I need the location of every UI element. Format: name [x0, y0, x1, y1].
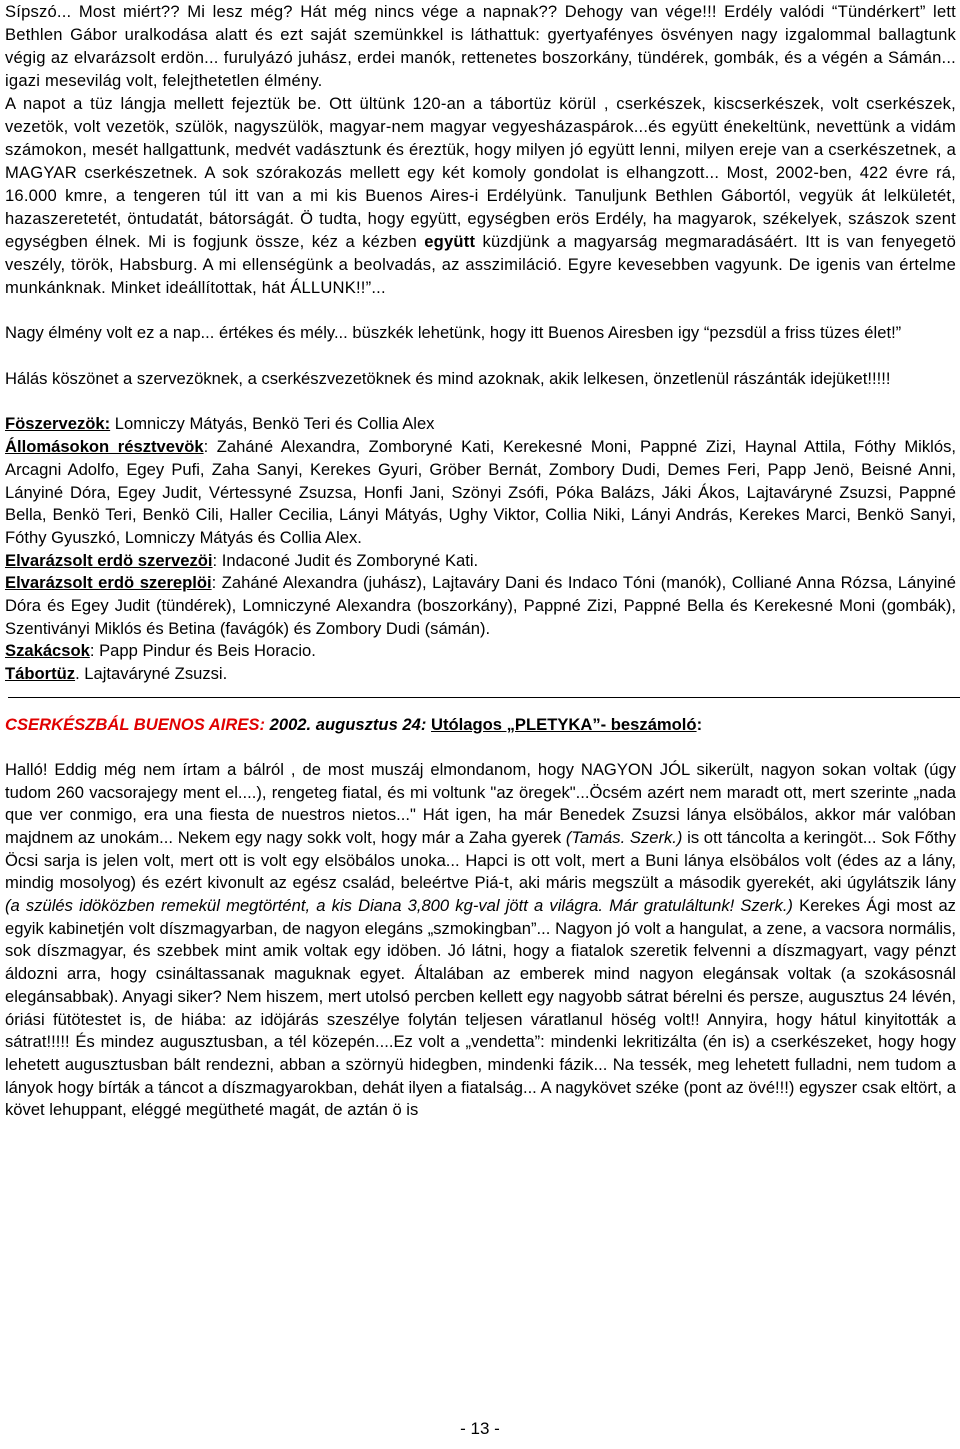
credit-label: Szakácsok — [5, 641, 90, 661]
ball-report-body — [5, 736, 956, 1122]
credit-campfire: Tábortüz. Lajtaváryné Zsuzsi. — [5, 664, 228, 684]
credit-forest-organizers: Elvarázsolt erdö szervezöi: Indaconé Judit és Zomboryné Kati. — [5, 550, 479, 570]
credit-label: Föszervezök: — [5, 414, 111, 434]
credit-cooks: Szakácsok: Papp Pindur és Beis Horacio. — [5, 641, 316, 661]
section-divider — [8, 697, 960, 698]
credit-label: Állomásokon résztvevök — [5, 437, 204, 457]
credit-label: Elvarázsolt erdö szervezöi — [5, 550, 213, 570]
closing-paragraphs — [5, 299, 956, 413]
credits-list — [5, 413, 956, 685]
paragraph: Sípszó... Most miért?? Mi lesz még? Hát még nincs vége a napnak?? Dehogy van vége!!! Erdély valódi “Tündérkert” lett Bethlen Gábor uralkodása alatt és ezt saját szemünkkel is láthattuk: gyertyafényes ösvényen nagy izgalommal ballagtunk végig az elvarázsolt erdön... furulyázó juhász, erdei manók, rettenetes boszorkány, tündérek, gombák, és a végén a Sámán... igazi mesevilág volt, felejthetetlen élmény. — [5, 2, 956, 90]
credit-stations: Állomásokon résztvevök: Zaháné Alexandra, Zomboryné Kati, Kerekesné Moni, Pappné Zizi, Haynal Attila, Fóthy Miklós, Arcagni Adolfo, Egey Pufi, Zaha Sanyi, Kerekes Gyuri, Gröber Bernát, Zombory Dudi, Demes Feri, Papp Jenö, Beisné Anni, Lányiné Dóra, Egey Judit, Vértessyné Zsuzsa, Honfi Jani, Szönyi Zsófi, Póka Balázs, Jáki Ákos, Lajtaváryné Zsuzsi, Pappné Bella, Benkö Teri, Benkö Cili, Haller Cecilia, Lányi Mátyás, Ughy Viktor, Collia Niki, Lányi András, Kerekes Marci, Benkö Sanyi, Fóthy Gyuszkó, Lomniczy Mátyás és Collia Alex. — [5, 437, 956, 547]
credit-forest-actors: Elvarázsolt erdö szereplöi: Zaháné Alexandra (juhász), Lajtaváry Dani és Indaco Tóni (manók), Colliané Anna Rózsa, Lányiné Dóra és Egey Judit (tündérek), Lomniczyné Alexandra (boszorkány), Pappné Zizi, Pappné Bella és Kerekesné Moni (gombák), Szentiványi Miklós és Betina (favágók) és Zombory Dudi (sámán). — [5, 573, 956, 638]
scouting-report-section — [5, 0, 956, 299]
credit-label: Elvarázsolt erdö szereplöi — [5, 573, 212, 593]
page-number: - 13 - — [460, 1419, 500, 1438]
credit-label: Tábortüz — [5, 664, 76, 684]
paragraph: Halló! Eddig még nem írtam a bálról , de most muszáj elmondanom, hogy NAGYON JÓL sikerült, nagyon sokan voltak (úgy tudom 260 vacsorajegy ment el....), rengeteg fiatal, és mi voltunk "az öregek"...Öcsém azért nem maradt ott, mert szerinte „nada que ver conmigo, era una fiesta de nuestros nietos..." Hát igen, ha már Benedek Zsuzsi lánya elsöbálos, akkor már valóban majdnem az unokám... Nekem egy nagy sokk volt, hogy már a Zaha gyerek (Tamás. Szerk.) is ott táncolta a keringöt... Sok Főthy Öcsi sarja is jelen volt, mert ott is volt egy elsöbálos unoka... Hapci is ott volt, mert a Buni lánya elsöbálos volt (édes az a lány, mindig mosolyog) és ezért kivonult az egész család, beleértve Piá-t, aki máris megszült a második gyerekét, aki úgylátszik lány (a szülés idöközben remekül megtörtént, a kis Diana 3,800 kg-val jött a világra. Már gratuláltunk! Szerk.) Kerekes Ági most az egyik kabinetjén volt díszmagyarban, de nagyon elegáns „szmokingban”... Nagyon jó volt a hangulat, a zene, a vacsora normális, sok díszmagyar, és szebbek mint amik voltak egy idöben. Jó látni, hogy a fiatalok szeretik felvenni a díszmagyart, vagy pénzt áldozni arra, hogy csináltassanak maguknak egyet. Általában az emberek mind nagyon elegánsak voltak (a szokásosnál elegánsabbak). Anyagi siker? Nem hiszem, mert utolsó percben kellett egy nagyobb sátrat bérelni és persze, augusztus 24 lévén, óriási fütötestet is, de hiába: az idöjárás szeszélye folytán teljesen váratlanul höség volt!! Annyira, hogy hátul kinyitották a sátrat!!!!! És mindez augusztusban, a tél közepén....Ez volt a „vendetta”: mindenki lekritizálta (én is) a cserkészeket, hogy hogy lehetett augusztusban bált rendezni, abban a szörnyü hidegben, mindenki fázik... Na tessék, meg lehetett fulladni, nem tudom a lányok hogy bírták a táncot a díszmagyarokban, dehát ilyen a fiatalság... A nagykövet széke (pont az övé!!!) egyszer csak eltört, a követ lehuppant, eléggé megütheté magát, de aztán ö is — [5, 759, 956, 1120]
paragraph: A napot a tüz lángja mellett fejeztük be. Ott ültünk 120-an a tábortüz körül , cserkészek, kiscserkészek, volt cserkészek, vezetök, volt vezetök, szülök, nagyszülök, magyar-nem magyar vegyesházaspárok...és együtt énekeltünk, nevettünk a vidám számokon, mesét hallgattunk, medvét vadásztunk és éreztük, hogy milyen jó együtt lenni, milyen ereje van a cserkészetnek, a MAGYAR cserkészetnek. A sok szórakozás mellett egy két komoly gondolat is elhangzott... Most, 2002-ben, 422 évre rá, 16.000 kmre, a tengeren túl itt van a mi kis Buenos Aires-i Erdélyünk. Tanuljunk Bethlen Gábortól, vegyük át lelkületét, hazaszeretetét, öntudatát, bátorságát. Ö tudta, hogy együtt, egységben erös Erdély, ha magyarok, székelyek, szászok szent egységben élnek. Mi is fogjunk össze, kéz a kézben együtt küzdjünk a magyarság megmaradásáért. Itt is van fenyegetö veszély, török, Habsburg. A mi ellenségünk a beolvadás, az asszimiláció. Egyre kevesebben vagyunk. De igenis van értelme munkánknak. Minket ideállítottak, hát ÁLLUNK!!”... — [5, 94, 956, 297]
heading-title: Utólagos „PLETYKA”- beszámoló — [431, 714, 697, 734]
paragraph: Nagy élmény volt ez a nap... értékes és mély... büszkék lehetünk, hogy itt Buenos Airesben igy “pezsdül a friss tüzes élet!” — [5, 323, 902, 342]
paragraph: Hálás köszönet a szervezöknek, a cserkészvezetöknek és mind azoknak, akik lelkesen, önzetlenül rászánták idejüket!!!!! — [5, 368, 891, 388]
ball-report-heading: CSERKÉSZBÁL BUENOS AIRES: 2002. augusztus 24: Utólagos „PLETYKA”- beszámoló: — [5, 714, 703, 734]
credit-organizers: Föszervezök: Lomniczy Mátyás, Benkö Teri és Collia Alex — [5, 414, 435, 434]
bold-word: együtt — [424, 232, 476, 251]
